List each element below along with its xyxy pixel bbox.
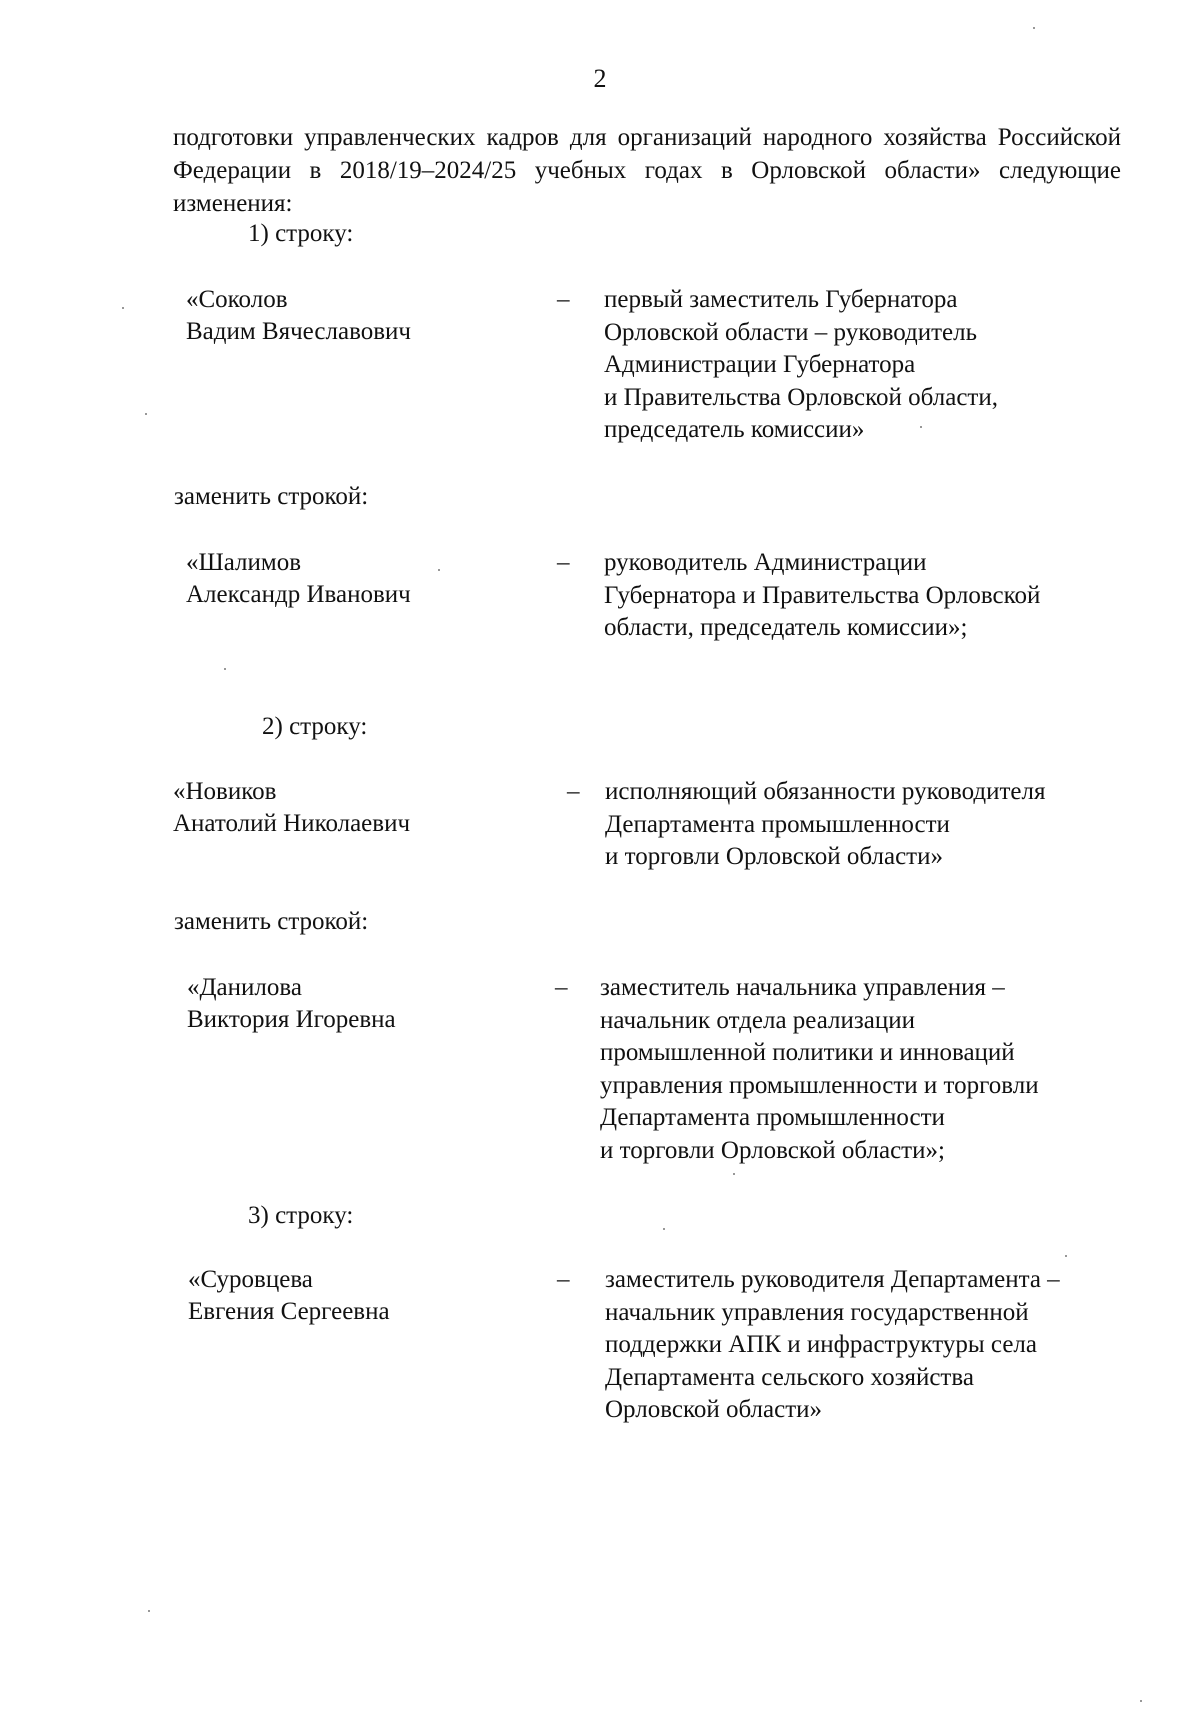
item-1-new-position [604,547,1040,645]
position-line: Департамента промышленности [605,810,950,838]
scan-speck [920,426,922,428]
position-line: промышленной политики и инноваций [600,1039,1015,1067]
page-number: 2 [593,64,607,93]
position-line: Департамента сельского хозяйства [605,1363,974,1391]
scan-speck [148,1610,150,1612]
position-line: начальник управления государственной [605,1298,1029,1326]
scan-speck [1033,27,1035,29]
position-line: Администрации Губернатора [604,351,916,379]
scan-speck [1140,1700,1142,1702]
item-2-new-surname: «Данилова [187,974,302,1001]
item-1-new-surname: «Шалимов [186,549,302,576]
item-1-new-given-names: Александр Иванович [186,581,411,608]
scan-speck [145,413,147,415]
item-2-new-given-names: Виктория Игоревна [187,1006,396,1033]
position-line: заместитель начальника управления – [600,974,1005,1001]
item-1-new-dash: – [557,549,570,576]
item-2-new-position [600,972,1039,1168]
item-2-old-name [173,776,410,840]
item-3-old-name [188,1264,390,1328]
item-1-replace-label: заменить строкой: [174,483,369,510]
position-line: и Правительства Орловской области, [604,383,998,411]
item-1-new-name [186,547,411,611]
item-1-old-position [604,284,998,447]
scan-speck [733,1173,735,1175]
item-2-old-dash: – [567,778,580,805]
position-line: председатель комиссии» [604,416,865,444]
position-line: области, председатель комиссии»; [604,614,968,642]
position-line: Департамента промышленности [600,1104,945,1132]
item-3-label: 3) строку: [248,1202,354,1229]
position-line: Орловской области – руководитель [604,318,977,346]
position-line: первый заместитель Губернатора [604,286,958,313]
scan-speck [224,668,226,670]
position-line: Орловской области» [605,1396,823,1424]
scan-speck [663,1228,665,1230]
item-2-old-given-names: Анатолий Николаевич [173,810,411,837]
position-line: поддержки АПК и инфраструктуры села [605,1331,1037,1359]
scan-speck [122,307,124,309]
position-line: и торговли Орловской области» [605,843,943,871]
position-line: и торговли Орловской области»; [600,1136,945,1164]
item-2-label: 2) строку: [262,713,368,740]
position-line: начальник отдела реализации [600,1006,915,1034]
intro-text: подготовки управленческих кадров для организаций народного хозяйства Российской Федерации в 2018/19–2024/25 учебных годах в Орловской области» следующие изменения: [173,124,1121,217]
item-1-label: 1) строку: [248,220,354,247]
item-1-old-name [186,284,411,348]
item-2-new-dash: – [555,974,568,1001]
position-line: руководитель Администрации [604,549,927,576]
item-3-old-position [605,1264,1060,1427]
item-1-old-given-names: Вадим Вячеславович [186,318,411,345]
item-3-old-given-names: Евгения Сергеевна [188,1298,390,1325]
item-2-new-name [187,972,396,1036]
item-1-old-dash: – [557,286,570,313]
position-line: Губернатора и Правительства Орловской [604,581,1041,609]
scan-speck [438,569,440,571]
position-line: заместитель руководителя Департамента – [605,1266,1060,1293]
item-3-old-surname: «Суровцева [188,1266,313,1293]
item-2-old-surname: «Новиков [173,778,277,805]
item-2-replace-label: заменить строкой: [174,908,369,935]
position-line: управления промышленности и торговли [600,1071,1039,1099]
item-1-old-surname: «Соколов [186,286,288,313]
item-2-old-position [605,776,1045,874]
item-3-old-dash: – [557,1266,570,1293]
intro-paragraph [173,121,1121,220]
scan-speck [1065,1255,1067,1257]
position-line: исполняющий обязанности руководителя [605,778,1046,805]
